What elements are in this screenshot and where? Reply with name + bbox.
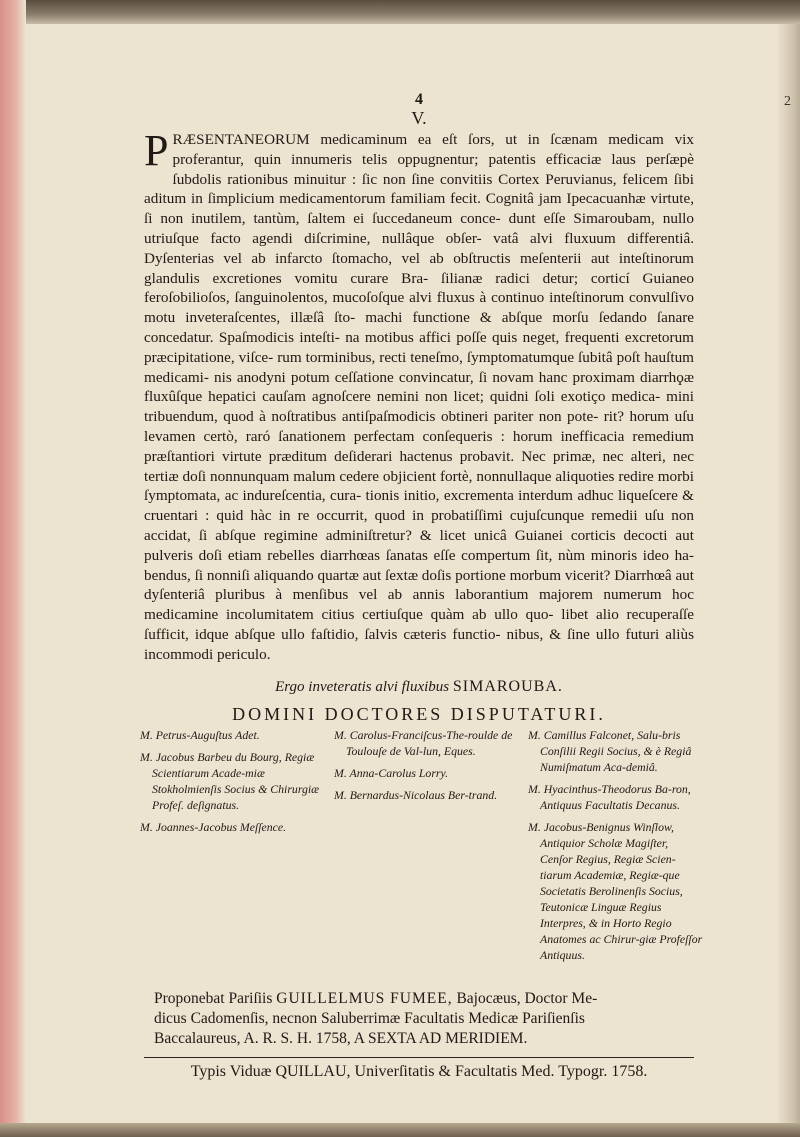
drop-cap: P <box>144 126 169 175</box>
page-right-edge <box>778 24 800 1137</box>
doctor-entry: M. Camillus Falconet, Salu-bris Conſilii Regii Socius, & è Regiâ Numiſmatum Aca-demiâ. <box>528 727 692 774</box>
body-line: ſilianæ radici detur; corticí Guianeo feroſobilioſos, ſanguinolentos, mucoſoſque <box>144 269 694 307</box>
body-line: rum torminibus, recti teneſmo, ſymptomatumque ſubitâ poſt hauſtum medicami- <box>144 348 694 386</box>
body-line: regimine adminiſtretur? & licet unicâ Guianei corticis decocti aut pulveris <box>144 526 694 564</box>
body-line: Diarrhœâ aut dyſenteriâ pluribus à menſibus vel ab annis laborantium majorem <box>144 566 694 604</box>
conclusion-caps: SIMAROUBA. <box>452 677 563 695</box>
body-line: nis anodyni potum ceſſatione convincatur, ſi novam hanc proximam diarrhϙæ <box>214 368 694 386</box>
page-number: 4 <box>415 91 423 108</box>
edge-mark: 2 <box>784 94 791 109</box>
body-line: dunt eſſe Simaroubam, nullo utriuſque facto agendi diſcrimine, nullâque obſer- <box>144 210 694 247</box>
body-line: inefficacia remedium præſtantiori virtute præditum deſiderari hactenus probavit. <box>144 427 694 465</box>
body-line: machi functione & abſque morſu ſedando ſanare concedatur. Spaſmodicis inteſti- <box>144 309 694 346</box>
body-line: doſi etiam rebelles diarrhœas ſanatas eſſe compertum ſit, nùm minoris ideo ha- <box>198 546 694 564</box>
body-line: bendus, ſi nonniſi aliquando quartæ aut ſextæ doſis portione morbum vicerit? <box>144 566 615 584</box>
body-line: na motibus affici poſſe quis neget, frequenti excretorum præcipitatione, viſce- <box>144 328 694 366</box>
doctor-entry: M. Jacobus Barbeu du Bourg, Regiæ Scientiarum Acade-miæ Stokholmienſis Socius & Chirurgiæ Profeſ. deſignatus. <box>140 749 320 812</box>
doctor-entry: M. Jacobus-Benignus Winſlow, Antiquior Scholæ Magiſter, Cenſor Regius, Regiæ Scien-tiarum Academiæ, Regiæ-que Societatis Berolinenſis Socius, Teutonicæ Linguæ Regius Interpres, & in Horto Regio Anatomes ac Chirur-giæ Profeſſor Antiquus. <box>528 819 703 962</box>
proponebat-pre: Proponebat Pariſiis <box>154 989 273 1007</box>
printer-imprint: Typis Viduæ QUILLAU, Univerſitatis & Facultatis Med. Typogr. 1758. <box>190 1062 648 1080</box>
body-line: Nec primæ, nec alteri, nec tertiæ doſi nonnunquam malum cedere objicient <box>144 447 694 485</box>
doctors-list <box>140 727 703 969</box>
conclusion-line <box>144 677 694 697</box>
text-block <box>140 91 703 1082</box>
conclusion-italic: Ergo inveteratis alvi fluxibus <box>275 678 450 695</box>
body-line: numerum hoc medicamine incolumitatem citius certiuſque quàm ab ullo quo- <box>144 586 694 624</box>
doctor-entry: M. Anna-Carolus Lorry. <box>334 765 449 780</box>
doctors-column-3 <box>528 727 703 969</box>
doctor-entry: M. Hyacinthus-Theodorus Ba-ron, Antiquus Facultatis Decanus. <box>528 781 691 812</box>
proponebat-line-2: dicus Cadomenſis, necnon Saluberrimæ Facultatis Medicæ Pariſienſis <box>154 1009 585 1027</box>
page-left-edge <box>0 0 26 1137</box>
body-lines <box>144 126 695 663</box>
body-line: felicem ſibi aditum in ſimplicium medicamentorum familiam fecit. Cognitâ jam <box>144 170 694 208</box>
body-line: occurrit, quod in probatiſſimi cujuſcunque remedii uſu non accidat, ſi abſque <box>144 507 695 544</box>
page-top-edge <box>0 0 800 24</box>
body-line: libet alio recuperaſſe ſufficit, idque abſque ullo faſtidio, ſalvis cæteris functio- <box>144 606 694 643</box>
doctor-entry: M. Carolus-Franciſcus-The-roulde de Toulouſe de Val-lun, Eques. <box>334 727 513 758</box>
doctor-entry: M. Bernardus-Nicolaus Ber-trand. <box>334 787 498 802</box>
doctors-column-1 <box>140 727 330 969</box>
body-line: rit? horum uſu levamen certò, raró ſanationem perfectam conſequeris : horum <box>144 408 695 445</box>
doctors-column-2 <box>334 727 524 969</box>
thesis-body <box>144 126 695 665</box>
body-line: fluxûſque hepatici cauſam agnoſcere nemini non licet; quidni ſoli exotiço medica- <box>144 388 667 406</box>
body-line: mini tribuendum, quod à noſtratibus antiſpaſmodicis obtineri pariter non pote- <box>144 388 694 426</box>
body-line: vatâ alvi fluxuum differentiâ. Dyſenterias vel ab infarcto ſtomacho, vel ab <box>144 229 694 267</box>
body-line: nibus, & ſine ullo futuri aliùs incommodi periculo. <box>144 625 694 663</box>
doctors-heading: DOMINI DOCTORES DISPUTATURI. <box>232 703 606 724</box>
proponebat-line-3: Baccalaureus, A. R. S. H. 1758, A SEXTA AD MERIDIEM. <box>154 1029 528 1047</box>
doctor-entry: M. Joannes-Jacobus Meſſence. <box>140 819 287 834</box>
doctor-entry: M. Petrus-Auguſtus Adet. <box>140 727 260 742</box>
body-line: tionis initio, excrementa interdum adhuc liqueſcere & cruentari : quid hàc in re <box>144 487 694 525</box>
body-line: perſæpè ſubdolis rationibus minuitur : ſic non ſine convitiis Cortex Peruvianus, <box>172 150 694 188</box>
page-bottom-edge <box>0 1123 800 1137</box>
body-line: RÆSENTANEORUM medicaminum ea eſt ſors, ut in ſcænam medicam <box>172 131 675 148</box>
body-line: vix proferantur, quin innumeris telis oppugnentur; patentis efficaciæ laus <box>172 131 694 168</box>
body-line: Ipecacuanhæ virtute, ſi non inutilem, tantùm, ſaltem ei ſuccedaneum conce- <box>144 190 694 228</box>
candidate-name: GUILLELMUS FUMEE, <box>276 989 453 1007</box>
body-line: obſtructis meſenterii aut inteſtinorum glandulis excretiones vomitu curare Bra- <box>144 249 694 287</box>
proponebat-block <box>144 989 694 1049</box>
imprint-rule <box>144 1057 694 1058</box>
body-line: alvi fluxus à continuo inteſtinorum convulſivo motu inveteraſcentes, illæſâ ſto- <box>144 289 694 327</box>
thesis-number: V. <box>411 108 427 128</box>
proponebat-post: Bajocæus, Doctor Me- <box>456 989 598 1007</box>
body-line: fortè, nonnullaque aliquoties redire morbi ſymptomata, ac indureſcentia, cura- <box>144 467 694 505</box>
